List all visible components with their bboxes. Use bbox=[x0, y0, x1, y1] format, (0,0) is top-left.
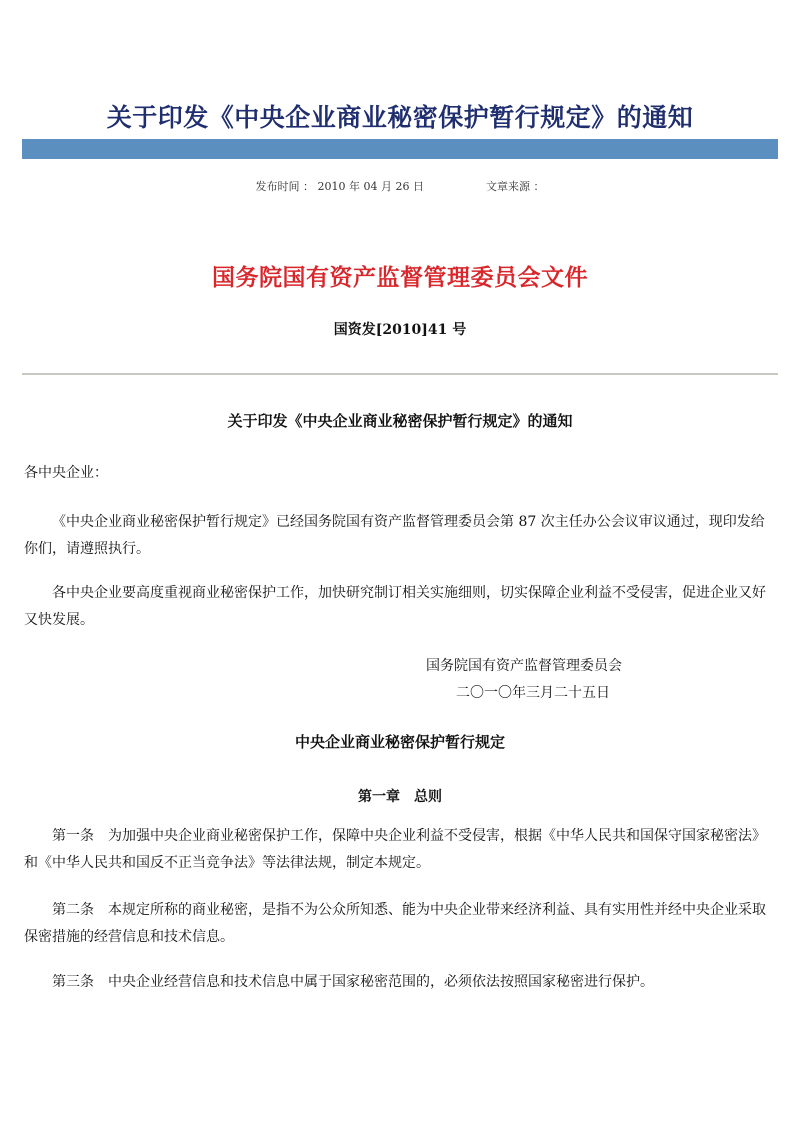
title-underline-bar bbox=[22, 139, 778, 159]
issuer-heading: 国务院国有资产监督管理委员会文件 bbox=[212, 264, 588, 291]
regulation-title: 中央企业商业秘密保护暂行规定 bbox=[294, 733, 505, 751]
article-2 bbox=[24, 897, 776, 951]
article-label: 第三条 bbox=[52, 974, 94, 990]
document-number: 国资发[2010]41 号 bbox=[333, 322, 467, 338]
publish-date: 发布时间 ： 2010 年 04 月 26 日 bbox=[255, 180, 424, 193]
article-source: 文章来源 ： bbox=[485, 180, 545, 193]
notice-paragraph-2: 各中央企业要高度重视商业秘密保护工作，加快研究制订相关实施细则，切实保障企业利益不受侵害，促进企业又好又快发展。 bbox=[24, 585, 766, 628]
page-title: 关于印发《中央企业商业秘密保护暂行规定》的通知 bbox=[106, 103, 694, 132]
article-text: 中央企业经营信息和技术信息中属于国家秘密范围的，必须依法按照国家秘密进行保护。 bbox=[108, 974, 654, 990]
article-label: 第二条 bbox=[52, 902, 94, 918]
signature-date: 二〇一〇年三月二十五日 bbox=[456, 685, 610, 701]
article-1 bbox=[24, 823, 776, 877]
chapter-heading: 第一章 总则 bbox=[358, 789, 442, 805]
addressee: 各中央企业： bbox=[24, 465, 108, 481]
article-text: 为加强中央企业商业秘密保护工作，保障中央企业利益不受侵害，根据《中华人民共和国保守国家秘密法》和《中华人民共和国反不正当竞争法》等法律法规，制定本规定。 bbox=[24, 828, 766, 871]
article-label: 第一条 bbox=[52, 828, 94, 844]
notice-paragraph-1: 《中央企业商业秘密保护暂行规定》已经国务院国有资产监督管理委员会第 87 次主任办公会议审议通过，现印发给你们，请遵照执行。 bbox=[24, 514, 765, 557]
article-3 bbox=[24, 969, 776, 996]
article-text: 本规定所称的商业秘密，是指不为公众所知悉、能为中央企业带来经济利益、具有实用性并经中央企业采取保密措施的经营信息和技术信息。 bbox=[24, 902, 766, 945]
notice-title: 关于印发《中央企业商业秘密保护暂行规定》的通知 bbox=[227, 412, 573, 430]
section-divider bbox=[22, 373, 778, 375]
publish-meta bbox=[22, 178, 778, 194]
signature-organization: 国务院国有资产监督管理委员会 bbox=[426, 658, 622, 674]
